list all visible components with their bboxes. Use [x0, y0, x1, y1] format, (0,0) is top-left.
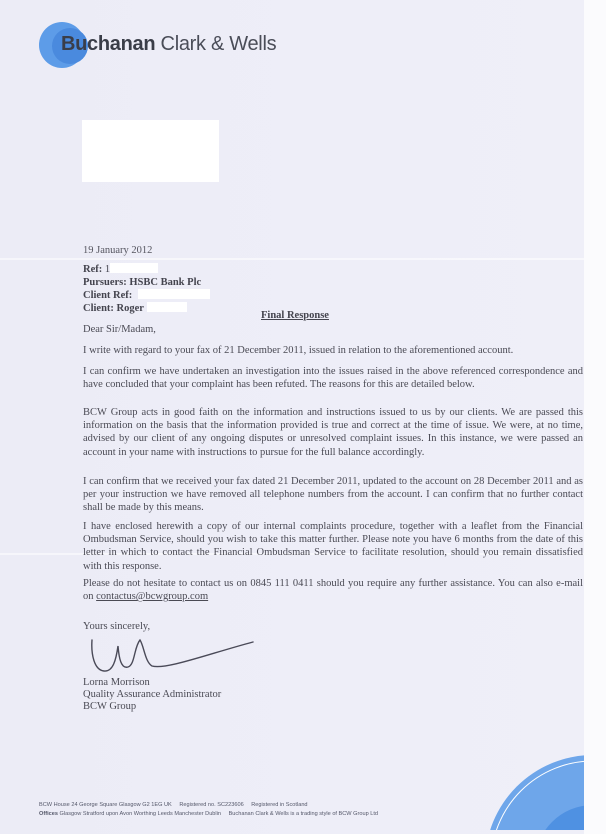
- company-logo: [38, 22, 338, 72]
- footer-registered-in: Registered in Scotland: [251, 802, 308, 808]
- redaction-box: [138, 289, 210, 299]
- ref-row: [83, 263, 210, 276]
- client-value: Roger: [116, 303, 144, 314]
- brand-light: Clark & Wells: [160, 33, 277, 55]
- footer-offices-label: Offices: [39, 810, 58, 817]
- salutation: Dear Sir/Madam,: [83, 324, 156, 335]
- signer-block: [83, 677, 221, 714]
- pursuers-row: [83, 276, 210, 289]
- signer-title: Quality Assurance Administrator: [83, 689, 222, 701]
- client-ref-label: Client Ref:: [83, 290, 133, 301]
- redaction-box: [110, 263, 158, 273]
- footer-line-2: [39, 810, 378, 819]
- footer-trading-note: Buchanan Clark & Wells is a trading style of BCW Group Ltd: [228, 810, 379, 817]
- signer-name: Lorna Morrison: [83, 677, 150, 688]
- page-edge: [584, 0, 606, 834]
- client-row: [83, 302, 210, 315]
- ref-label: Ref:: [83, 264, 103, 275]
- redaction-box: [147, 302, 187, 312]
- body-paragraph: I can confirm we have undertaken an investigation into the issues raised in the above referenced correspondence and have concluded that your complaint has been refuted. The reasons for this are detailed below.: [83, 366, 583, 391]
- closing: Yours sincerely,: [83, 621, 151, 632]
- client-label: Client:: [83, 303, 114, 314]
- signer-company: BCW Group: [83, 701, 137, 713]
- footer-address: BCW House 24 George Square Glasgow G2 1EG UK: [39, 802, 172, 808]
- letter-date: 19 January 2012: [83, 245, 153, 256]
- ref-value: 1: [104, 264, 111, 275]
- letter-heading: Final Response: [261, 310, 329, 321]
- footer-offices: Glasgow Stratford upon Avon Worthing Leeds Manchester Dublin: [59, 810, 222, 817]
- letter-footer: [39, 801, 378, 818]
- signature-icon: [88, 632, 258, 677]
- body-paragraph: I can confirm that we received your fax dated 21 December 2011, updated to the account on 28 December 2011 and as per your instruction we have removed all telephone numbers from the account. I can confirm that no further contact shall be made by this means.: [83, 476, 583, 514]
- decorative-arc-icon: [483, 748, 584, 830]
- contact-paragraph: [83, 577, 583, 603]
- body-paragraph: I have enclosed herewith a copy of our internal complaints procedure, together with a leaflet from the Financial Ombudsman Service, should you wish to take this matter further. Please note you have 6 months from the date of this letter in which to contact the Financial Ombudsman Service to facilitate resolution, should you remain dissatisfied with this response.: [83, 521, 583, 572]
- paper-fold: [0, 258, 584, 260]
- body-paragraph: BCW Group acts in good faith on the information and instructions issued to us by our clients. We are passed this information on the basis that the information provided is true and correct at the time of issue. We were, at no time, advised by our client of any ongoing disputes or unresolved complaint issues. In this instance, we were passed an account in your name with instructions to pursue for the full balance accordingly.: [83, 407, 583, 458]
- brand-bold: Buchanan: [61, 33, 156, 55]
- footer-line-1: [39, 801, 378, 810]
- contact-text: Please do not hesitate to contact us on 0845 111 0411 should you require any further assistance. You can also e-mail on: [83, 578, 583, 603]
- body-paragraph: I write with regard to your fax of 21 December 2011, issued in relation to the aforementioned account.: [83, 345, 514, 356]
- logo-wordmark: [61, 33, 276, 56]
- email-link[interactable]: contactus@bcwgroup.com: [96, 591, 209, 603]
- redacted-address: [82, 120, 219, 182]
- reference-block: [83, 263, 210, 315]
- client-ref-row: [83, 289, 210, 302]
- footer-registered-no: Registered no. SC223606: [179, 802, 244, 808]
- pursuers-value: HSBC Bank Plc: [129, 277, 202, 288]
- pursuers-label: Pursuers:: [83, 277, 127, 288]
